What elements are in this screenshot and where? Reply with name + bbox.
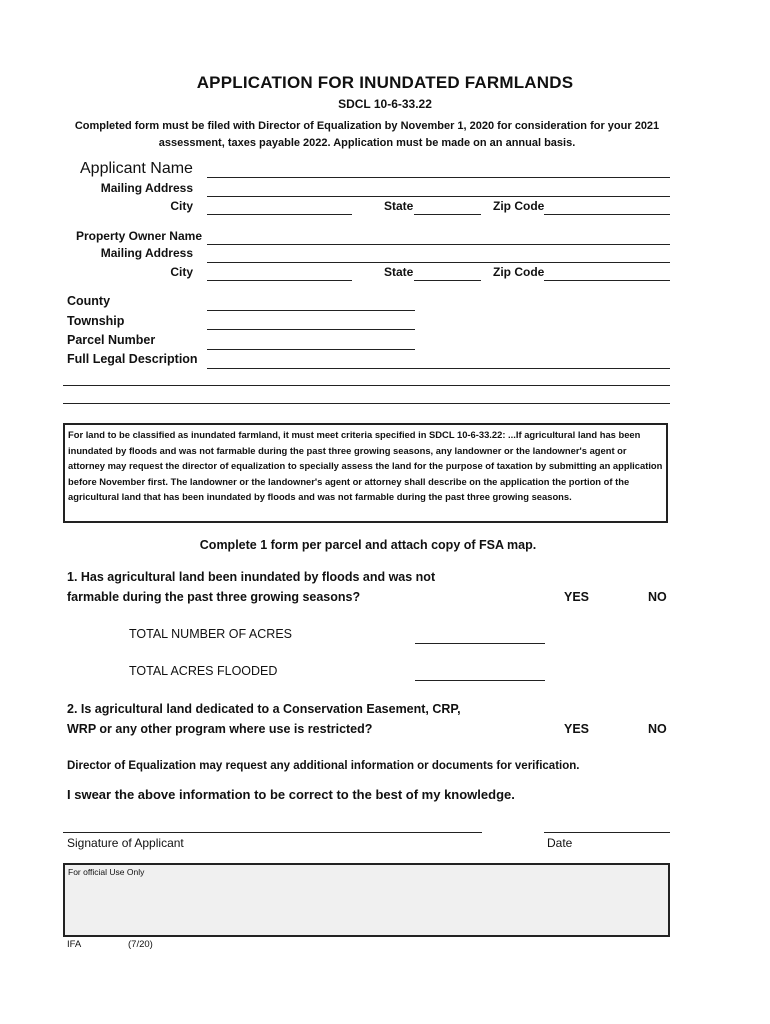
township-field[interactable] [207, 329, 415, 330]
filing-instructions [0, 118, 732, 152]
parcel-field[interactable] [207, 349, 415, 350]
filing-instructions-line1: Completed form must be filed with Director of Equalization by November 1, 2020 for consideration for your 2021 [74, 120, 660, 132]
legal-description-field[interactable] [207, 368, 670, 369]
question1-text [67, 567, 435, 607]
question2-yes[interactable]: YES [564, 722, 590, 736]
question1-yes[interactable]: YES [564, 590, 590, 604]
owner-city-label: City [170, 265, 193, 279]
criteria-box: For land to be classified as inundated farmland, it must meet criteria specified in SDCL 10-6-33.22: ...If agricultural land has been inundated by floods and was not farmable during the past three growing seasons, any landowner or the landowner's agent or attorney may request the director of equalization to specially assess the land for the purpose of taxation by submitting an application before November first. The landowner or the landowner's agent or attorney shall describe on the application the portion of the agricultural land that has been inundated by floods and was not farmable during the past three growing seasons. [63, 423, 668, 523]
question1-no[interactable]: NO [648, 590, 667, 604]
owner-name-field[interactable] [207, 244, 670, 245]
official-use-box [63, 863, 670, 937]
applicant-name-label: Applicant Name [80, 160, 193, 177]
applicant-state-label: State [384, 199, 414, 213]
date-field[interactable] [544, 832, 670, 833]
signature-label: Signature of Applicant [67, 836, 184, 850]
date-label: Date [547, 836, 573, 850]
applicant-state-field[interactable] [414, 214, 481, 215]
township-label: Township [67, 314, 125, 328]
total-acres-field[interactable] [415, 643, 545, 644]
acres-flooded-field[interactable] [415, 680, 545, 681]
form-revision: (7/20) [128, 939, 153, 950]
filing-instructions-line2: assessment, taxes payable 2022. Application must be made on an annual basis. [158, 137, 576, 149]
applicant-mailing-label: Mailing Address [100, 181, 193, 195]
official-use-label: For official Use Only [68, 867, 145, 877]
signature-field[interactable] [63, 832, 482, 833]
legal-description-label: Full Legal Description [67, 352, 198, 366]
legal-description-line-3[interactable] [63, 403, 670, 404]
owner-mailing-field[interactable] [207, 262, 670, 263]
owner-city-field[interactable] [207, 280, 352, 281]
question1-line1: 1. Has agricultural land been inundated by floods and was not [67, 570, 436, 584]
owner-name-label: Property Owner Name [75, 229, 202, 243]
applicant-zip-field[interactable] [544, 214, 670, 215]
applicant-zip-label: Zip Code [493, 199, 545, 213]
statute-reference: SDCL 10-6-33.22 [338, 97, 432, 111]
question2-line1: 2. Is agricultural land dedicated to a Conservation Easement, CRP, [67, 702, 461, 716]
county-field[interactable] [207, 310, 415, 311]
question2-no[interactable]: NO [648, 722, 667, 736]
director-note: Director of Equalization may request any additional information or documents for verification. [67, 760, 580, 772]
swear-statement: I swear the above information to be correct to the best of my knowledge. [67, 787, 515, 802]
applicant-city-label: City [170, 199, 193, 213]
legal-description-line-2[interactable] [63, 385, 670, 386]
county-label: County [67, 294, 111, 308]
total-acres-label: TOTAL NUMBER OF ACRES [129, 627, 292, 641]
owner-zip-label: Zip Code [493, 265, 545, 279]
question2-line2: WRP or any other program where use is restricted? [67, 722, 373, 736]
parcel-label: Parcel Number [67, 333, 156, 347]
complete-note: Complete 1 form per parcel and attach copy of FSA map. [199, 538, 537, 552]
owner-state-label: State [384, 265, 414, 279]
question1-line2: farmable during the past three growing seasons? [67, 590, 361, 604]
acres-flooded-label: TOTAL ACRES FLOODED [129, 664, 278, 678]
applicant-mailing-field[interactable] [207, 196, 670, 197]
owner-zip-field[interactable] [544, 280, 670, 281]
owner-mailing-label: Mailing Address [100, 246, 193, 260]
applicant-name-field[interactable] [207, 177, 670, 178]
form-title: APPLICATION FOR INUNDATED FARMLANDS [196, 73, 574, 92]
owner-state-field[interactable] [414, 280, 481, 281]
form-code: IFA [67, 939, 82, 950]
applicant-city-field[interactable] [207, 214, 352, 215]
question2-text [67, 699, 461, 739]
